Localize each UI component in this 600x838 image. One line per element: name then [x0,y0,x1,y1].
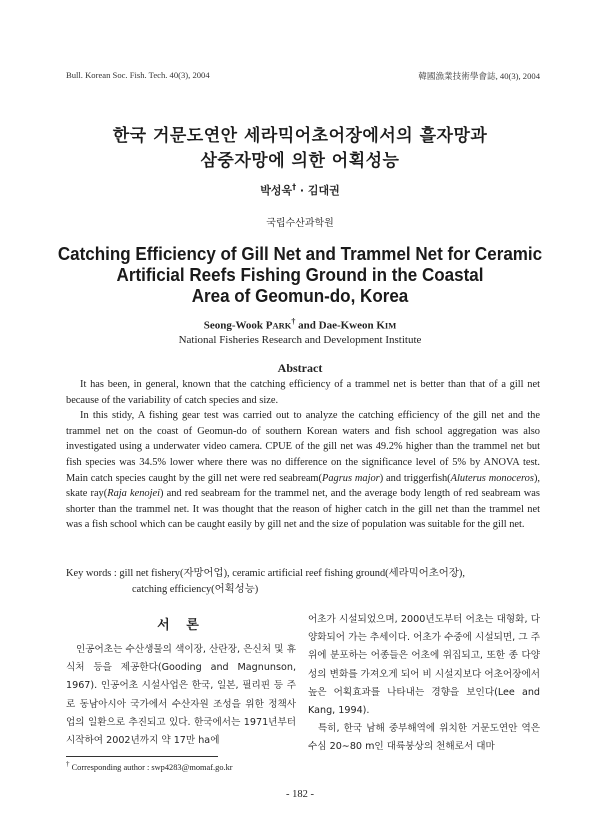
keywords-label: Key words : [66,568,120,579]
body-column-left [66,641,296,750]
section-heading-introduction: 서 론 [157,618,205,633]
species-aluterus: Aluterus monoceros [450,472,534,484]
page-number: - 182 - [286,789,314,800]
authors-english [0,317,600,332]
title-korean-line2: 삼중자망에 의한 어획성능 [200,151,400,171]
footnote-text: Corresponding author : swp4283@momaf.go.kr [69,762,233,772]
affiliation-english: National Fisheries Research and Development Institute [178,334,422,346]
abstract-text-a: In this stidy, A fishing gear test was carried out to analyze the catching efficiency of the gill net and the trammel net on the coast of Geomun-do of southern Korean waters and fish school aggregation was also investigated using a underwater video camera. CPUE of the gill net was 49.2% higher than the trammel net but fish species was 34.5% lower where there was no difference on the significance level of 5% by ANOVA test. Main catch species caught by the gill net were red seabream( [66,410,540,484]
running-header-left: Bull. Korean Soc. Fish. Tech. 40(3), 2004 [66,70,210,80]
abstract-paragraph-1: It has been, in general, known that the catching efficiency of a trammel net is better than that of a gill net because of the variability of catch species and size. [66,379,540,406]
body-right-paragraph-2: 특히, 한국 남해 중부해역에 위치한 거문도연안 역은 수심 20∼80 m인 대륙붕상의 천해로서 대마 [308,723,540,753]
abstract-paragraph-2 [66,408,540,533]
affiliation-korean: 국립수산과학원 [266,218,334,229]
footnote-mark: † [66,760,70,768]
abstract-text-d: ) and red seabream for the trammel net, and the average body length of red seabream was shorter than the trammel net. It was thought that the reason of higher catch in the gill net than the trammel net was a fish school which can be caught easily by gill net and the size of population was suitable for the gill net. [66,488,540,531]
keywords [66,566,546,598]
abstract-heading: Abstract [277,361,323,375]
keywords-line2: catching efficiency(어획성능) [132,584,259,595]
keywords-line1: gill net fishery(자망어업), ceramic artificial reef fishing ground(세라믹어초어장), [119,568,465,579]
authors-korean [0,182,600,198]
body-left-paragraph: 인공어초는 수산생물의 색이장, 산란장, 은신처 및 휴식처 등을 제공한다(Gooding and Magnunson, 1967). 인공어초 시설사업은 한국, 일본, 필리핀 등 주로 동남아시아 국가에서 수산자원 조성을 위한 정책사업의 일환으로 추진되고 있다. 한국에서는 1971년부터 시작하여 2002년까지 약 17만 ha에 [66,644,296,747]
corresponding-mark-english: † [291,317,296,326]
footnote-rule [66,756,218,757]
abstract-body [66,377,540,533]
footnote [66,760,233,772]
body-right-paragraph-1: 어초가 시설되었으며, 2000년도부터 어초는 대형화, 다양화되어 가는 추세이다. 어초가 수중에 시설되면, 그 주위에 분포하는 어종들은 어초에 위집되고, 또한 종 다양성의 변화를 가져오게 되어 비 시설지보다 어초어장에서 높은 어획효과를 나타내는 경향을 보인다(Lee and Kang, 1994). [308,614,540,717]
abstract-text-c: ), skate ray( [66,472,540,500]
species-pagrus: Pagrus major [321,472,380,484]
author-english-2: and Dae-Kweon K [295,319,385,332]
title-english-line3: Area of Geomun-do, Korea [191,285,409,306]
author-english-2-smallcaps: IM [384,320,397,331]
title-korean-line1: 한국 거문도연안 세라믹어초어장에서의 흘자망과 [112,126,488,146]
title-english-line2: Artificial Reefs Fishing Ground in the Coastal [116,264,484,285]
author-english-1: Seong-Wook P [203,319,273,332]
body-column-right [308,611,540,757]
author-english-1-smallcaps: ARK [272,320,292,331]
author-korean-1: 박성욱 [260,184,293,197]
abstract-text-b: ) and triggerfish( [379,472,451,484]
title-english-line1: Catching Efficiency of Gill Net and Trammel Net for Ceramic [57,243,543,264]
author-korean-2: · 김대권 [296,184,340,197]
corresponding-mark: † [292,182,297,192]
running-header-right: 韓國漁業技術學會誌, 40(3), 2004 [418,71,540,81]
species-raja: Raja kenojei [107,488,160,500]
